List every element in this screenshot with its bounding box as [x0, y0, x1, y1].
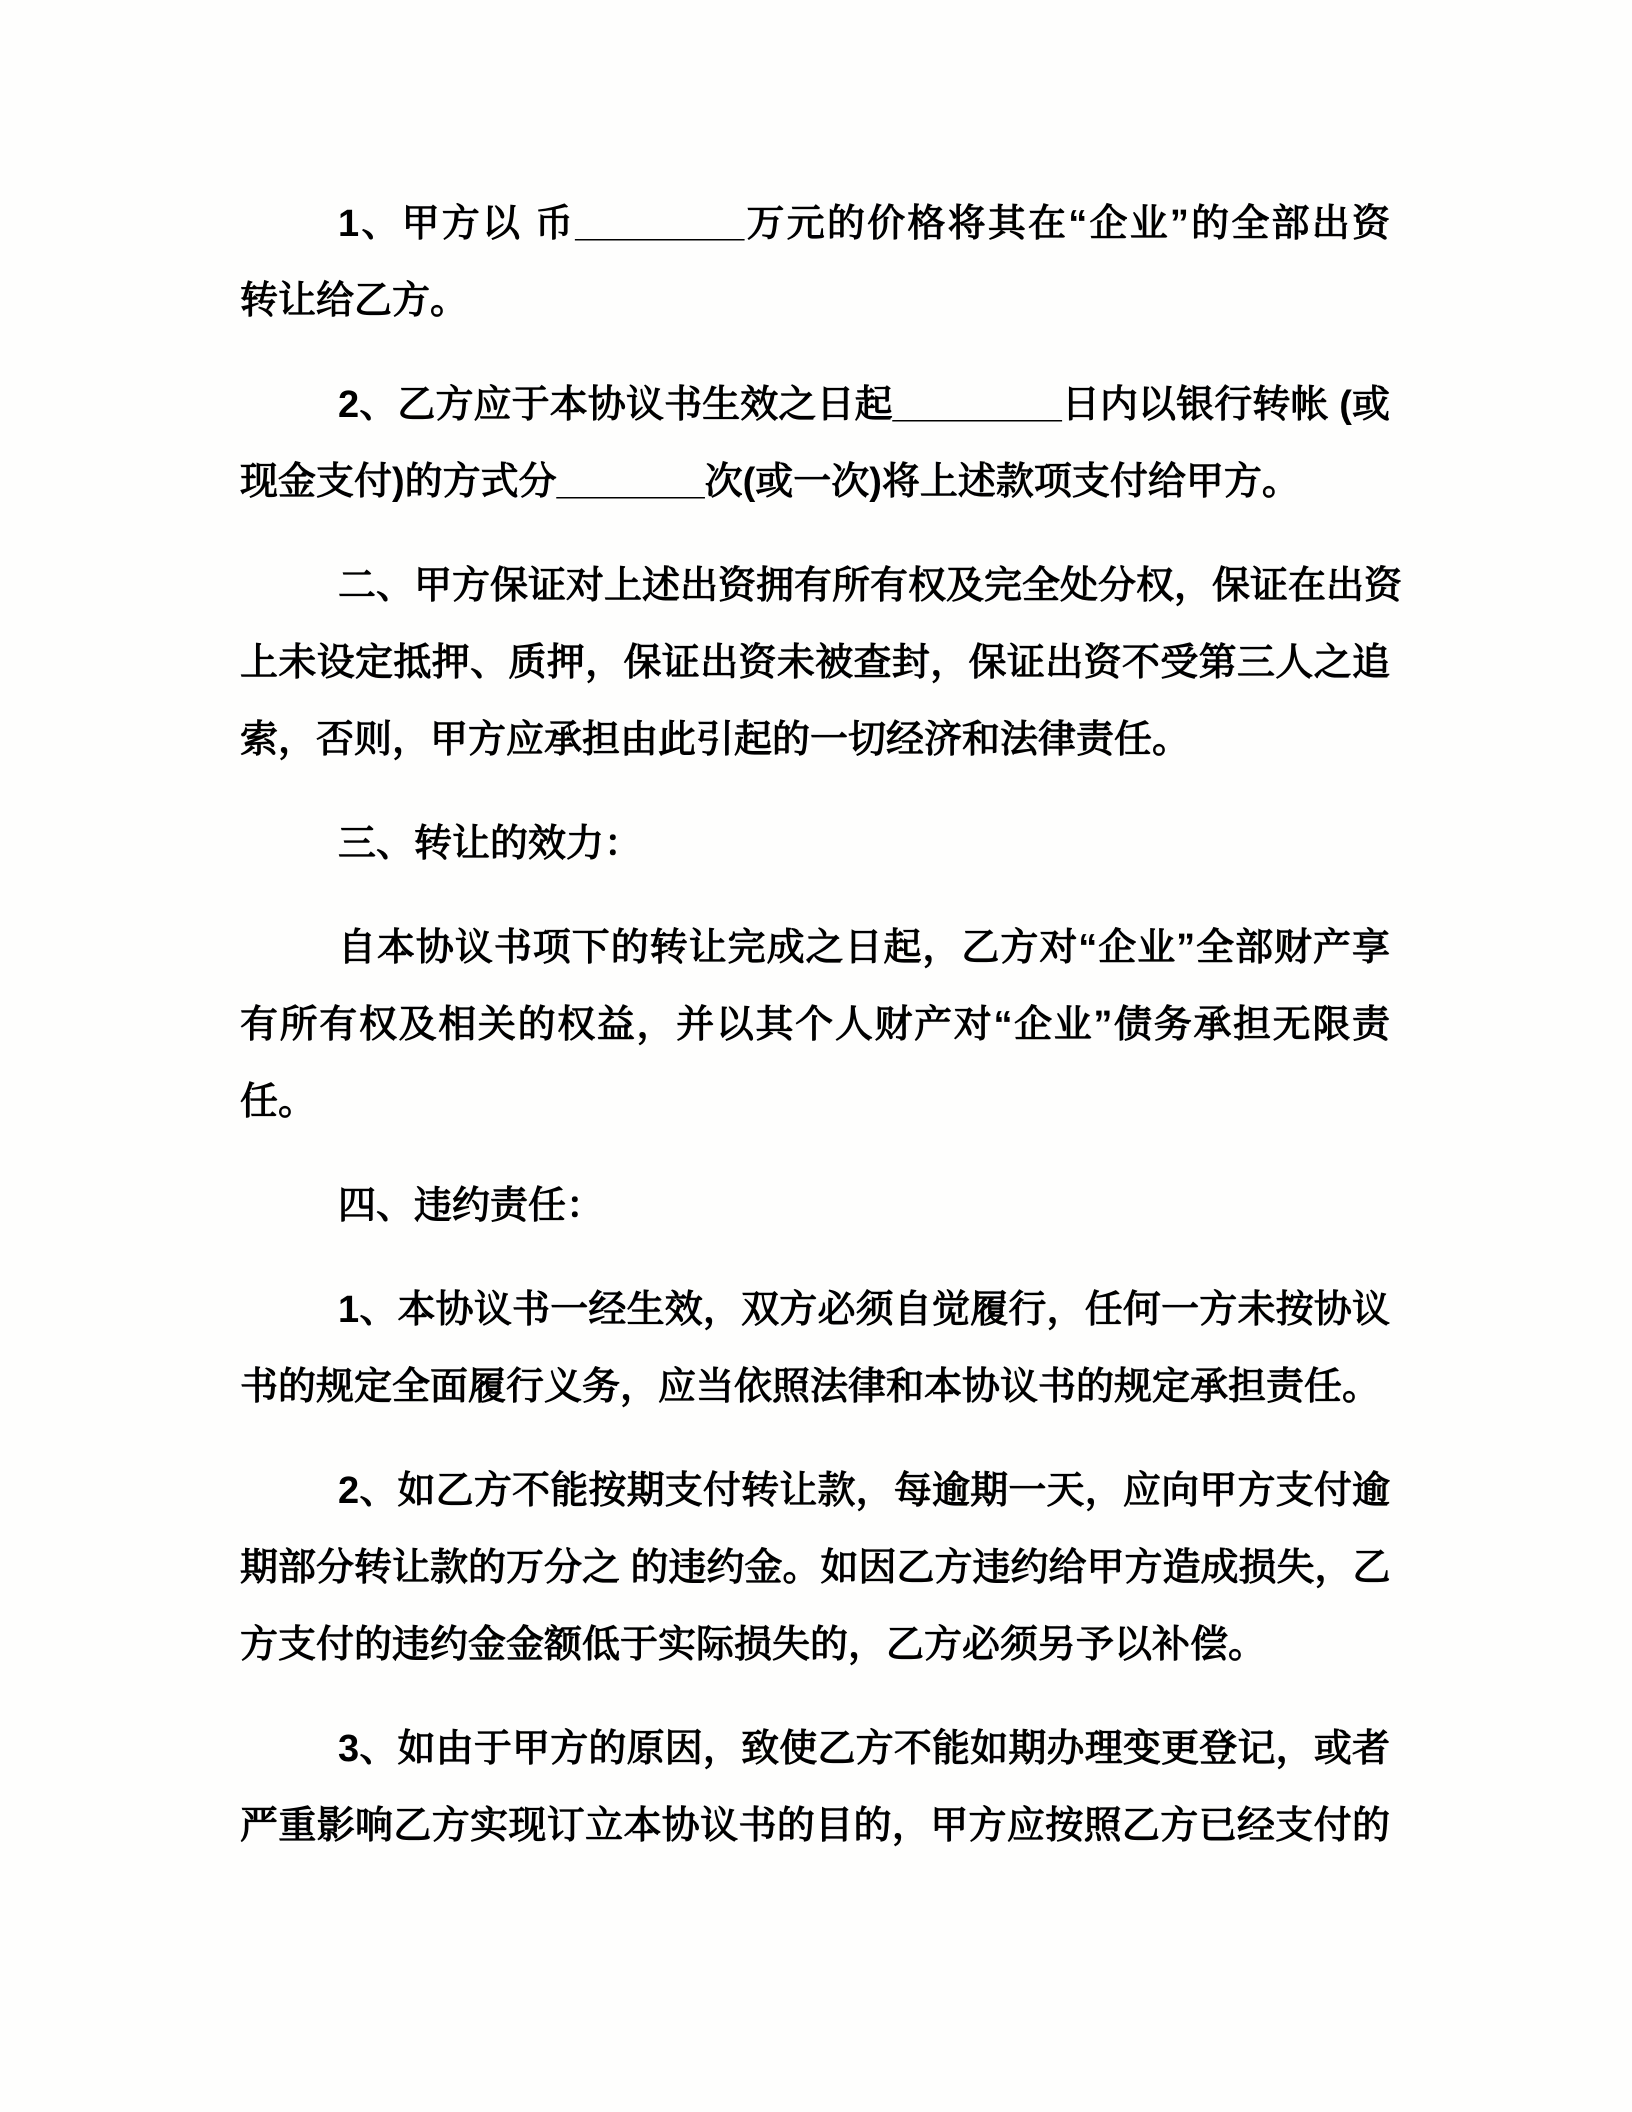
contract-line: 自本协议书项下的转让完成之日起，乙方对“企业”全部财产享: [338, 927, 1390, 969]
paragraph-clause-1-1: [240, 186, 1390, 340]
paragraph-clause-2: [240, 548, 1403, 779]
contract-heading-line: 四、违约责任：: [338, 1185, 605, 1227]
contract-heading-line: 三、转让的效力：: [338, 823, 643, 865]
paragraph-clause-4-heading: [240, 1168, 1390, 1245]
contract-line: 方支付的违约金金额低于实际损失的，乙方必须另予以补偿。: [240, 1624, 1267, 1666]
contract-line: 2、乙方应于本协议书生效之日起________日内以银行转帐 (或: [338, 384, 1390, 426]
contract-line: 转让给乙方。: [240, 280, 469, 322]
contract-line: 3、如由于甲方的原因，致使乙方不能如期办理变更登记，或者: [338, 1728, 1390, 1770]
contract-line: 严重影响乙方实现订立本协议书的目的，甲方应按照乙方已经支付的: [240, 1805, 1390, 1847]
contract-line: 有所有权及相关的权益，并以其个人财产对“企业”债务承担无限责: [240, 1004, 1390, 1046]
paragraph-clause-4-2: [240, 1453, 1390, 1684]
contract-line: 任。: [240, 1081, 317, 1123]
contract-text-block: [240, 186, 1403, 1865]
contract-line: 上未设定抵押、质押，保证出资未被查封，保证出资不受第三人之追: [240, 642, 1390, 684]
contract-line: 1、本协议书一经生效，双方必须自觉履行，任何一方未按协议: [338, 1289, 1390, 1331]
contract-line: 索，否则，甲方应承担由此引起的一切经济和法律责任。: [240, 719, 1191, 761]
contract-line: 1、甲方以 币________万元的价格将其在“企业”的全部出资: [338, 203, 1390, 245]
contract-line: 现金支付)的方式分_______次(或一次)将上述款项支付给甲方。: [240, 461, 1300, 503]
contract-line: 书的规定全面履行义务，应当依照法律和本协议书的规定承担责任。: [240, 1366, 1381, 1408]
paragraph-clause-4-1: [240, 1272, 1390, 1426]
paragraph-clause-1-2: [240, 367, 1390, 521]
paragraph-clause-3-heading: [240, 806, 1390, 883]
contract-line: 期部分转让款的万分之 的违约金。如因乙方违约给甲方造成损失，乙: [240, 1547, 1391, 1589]
paragraph-clause-4-3: [240, 1711, 1390, 1865]
contract-line: 二、甲方保证对上述出资拥有所有权及完全处分权，保证在出资: [338, 565, 1403, 607]
paragraph-clause-3-body: [240, 910, 1390, 1141]
contract-line: 2、如乙方不能按期支付转让款，每逾期一天，应向甲方支付逾: [338, 1470, 1390, 1512]
